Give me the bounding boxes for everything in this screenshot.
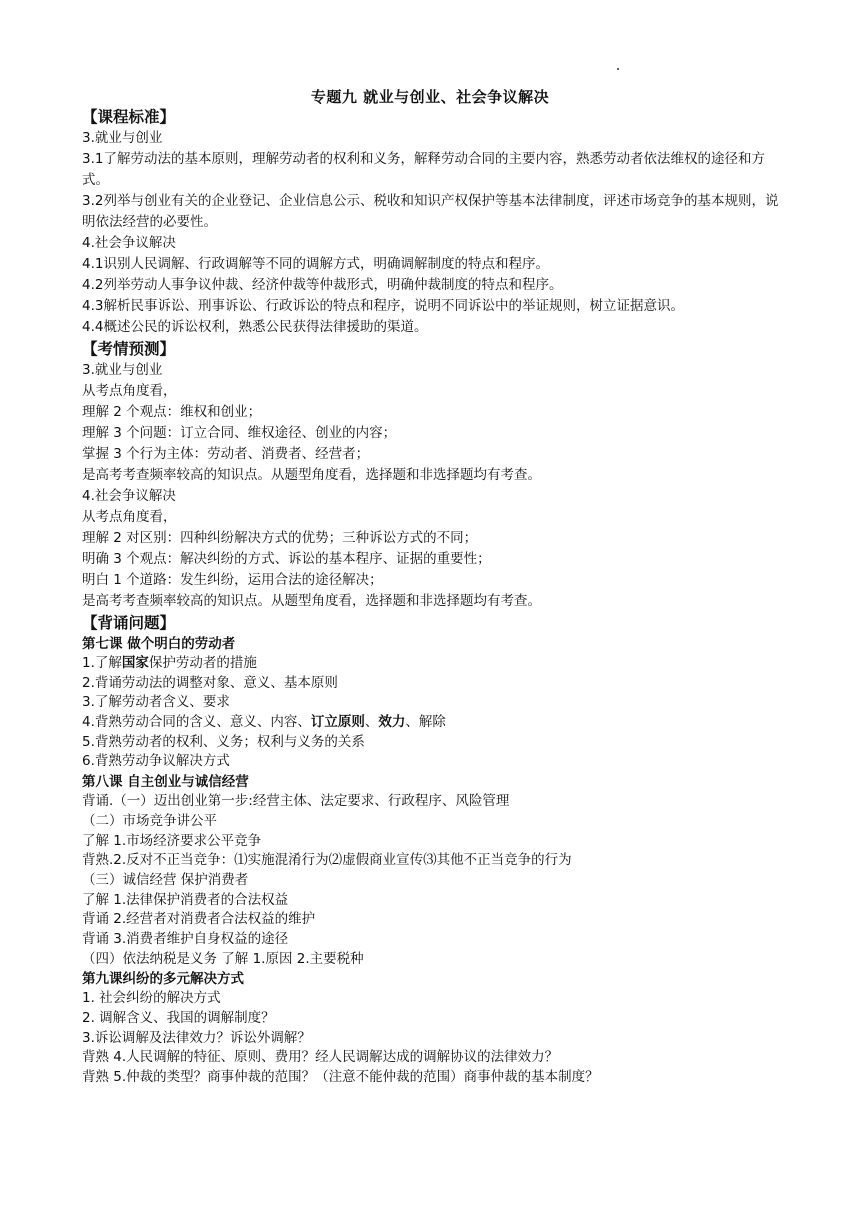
text-line: 4.社会争议解决 bbox=[82, 235, 176, 251]
list-item: 背熟.2.反对不正当竞争：⑴实施混淆行为⑵虚假商业宣传⑶其他不正当竞争的行为 bbox=[82, 852, 572, 869]
text-line: 4.社会争议解决 bbox=[82, 488, 176, 504]
text-line: 3.就业与创业 bbox=[82, 130, 163, 146]
text-paragraph: 3.2列举与创业有关的企业登记、企业信息公示、税收和知识产权保护等基本法律制度，评述市场竞争的基本规则，说明依法经营的必要性。 bbox=[82, 193, 779, 230]
list-item: （四）依法纳税是义务 了解 1.原因 2.主要税种 bbox=[82, 950, 364, 967]
text-line: 3.就业与创业 bbox=[82, 362, 163, 378]
text-line: 4.4概述公民的诉讼权利，熟悉公民获得法律援助的渠道。 bbox=[82, 319, 428, 335]
list-item: 3.了解劳动者含义、要求 bbox=[82, 694, 230, 711]
lesson-title-9: 第九课纠纷的多元解决方式 bbox=[82, 971, 244, 988]
text-line: 从考点角度看， bbox=[82, 509, 177, 525]
section-heading-curriculum: 【课程标准】 bbox=[82, 108, 176, 126]
list-item: 了解 1.法律保护消费者的合法权益 bbox=[82, 891, 289, 908]
text-line: 4.2列举劳动人事争议仲裁、经济仲裁等仲裁形式，明确仲裁制度的特点和程序。 bbox=[82, 277, 563, 293]
list-item: 背诵 2.经营者对消费者合法权益的维护 bbox=[82, 911, 316, 928]
list-item: 背熟 5.仲裁的类型？商事仲裁的范围？（注意不能仲裁的范围）商事仲裁的基本制度？ bbox=[82, 1069, 599, 1086]
section-heading-recitation: 【背诵问题】 bbox=[82, 614, 176, 632]
section-heading-exam-forecast: 【考情预测】 bbox=[82, 340, 176, 358]
text-paragraph: 3.1了解劳动法的基本原则，理解劳动者的权利和义务，解释劳动合同的主要内容，熟悉劳动者依法维权的途径和方式。 bbox=[82, 151, 765, 188]
text-line: 4.3解析民事诉讼、刑事诉讼、行政诉讼的特点和程序，说明不同诉讼中的举证规则，树立证据意识。 bbox=[82, 298, 684, 314]
list-item: 了解 1.市场经济要求公平竞争 bbox=[82, 832, 262, 849]
text-line: 理解 2 个观点：维权和创业； bbox=[82, 404, 262, 420]
list-item: 3.诉讼调解及法律效力？诉讼外调解？ bbox=[82, 1029, 311, 1046]
text-line: 4.1识别人民调解、行政调解等不同的调解方式，明确调解制度的特点和程序。 bbox=[82, 256, 549, 272]
document-body bbox=[82, 106, 782, 1088]
text-line: 理解 3 个问题：订立合同、维权途径、创业的内容； bbox=[82, 425, 397, 441]
list-item: 1. 社会纠纷的解决方式 bbox=[82, 990, 221, 1007]
list-item: 5.背熟劳动者的权利、义务；权利与义务的关系 bbox=[82, 733, 365, 750]
list-item: 4.背熟劳动合同的含义、意义、内容、订立原则、效力、解除 bbox=[82, 714, 446, 731]
list-item: 背诵 3.消费者维护自身权益的途径 bbox=[82, 930, 289, 947]
text-line: 是高考考查频率较高的知识点。从题型角度看，选择题和非选择题均有考查。 bbox=[82, 467, 541, 483]
list-item: 背熟 4.人民调解的特征、原则、费用？经人民调解达成的调解协议的法律效力？ bbox=[82, 1049, 559, 1066]
list-item: 背诵.（一）迈出创业第一步:经营主体、法定要求、行政程序、风险管理 bbox=[82, 793, 510, 810]
text-line: 明白 1 个道路：发生纠纷，运用合法的途径解决； bbox=[82, 572, 383, 588]
list-item: 1.了解国家保护劳动者的措施 bbox=[82, 655, 257, 671]
stray-dot bbox=[617, 68, 619, 70]
list-item: 2. 调解含义、我国的调解制度？ bbox=[82, 1010, 275, 1026]
list-item: 6.背熟劳动争议解决方式 bbox=[82, 753, 230, 770]
page-title: 专题九 就业与创业、社会争议解决 bbox=[310, 88, 550, 106]
list-item: 2.背诵劳动法的调整对象、意义、基本原则 bbox=[82, 674, 338, 691]
text-line: 从考点角度看， bbox=[82, 383, 177, 399]
list-item: （三）诚信经营 保护消费者 bbox=[82, 871, 249, 888]
text-line: 掌握 3 个行为主体：劳动者、消费者、经营者； bbox=[82, 446, 370, 462]
list-item: （二）市场竞争讲公平 bbox=[82, 812, 217, 829]
text-line: 明确 3 个观点：解决纠纷的方式、诉讼的基本程序、证据的重要性； bbox=[82, 551, 491, 567]
text-line: 理解 2 对区别：四种纠纷解决方式的优势；三种诉讼方式的不同； bbox=[82, 530, 478, 546]
text-line: 是高考考查频率较高的知识点。从题型角度看，选择题和非选择题均有考查。 bbox=[82, 593, 541, 609]
lesson-title-7: 第七课 做个明白的劳动者 bbox=[82, 636, 236, 652]
lesson-title-8: 第八课 自主创业与诚信经营 bbox=[82, 774, 249, 791]
